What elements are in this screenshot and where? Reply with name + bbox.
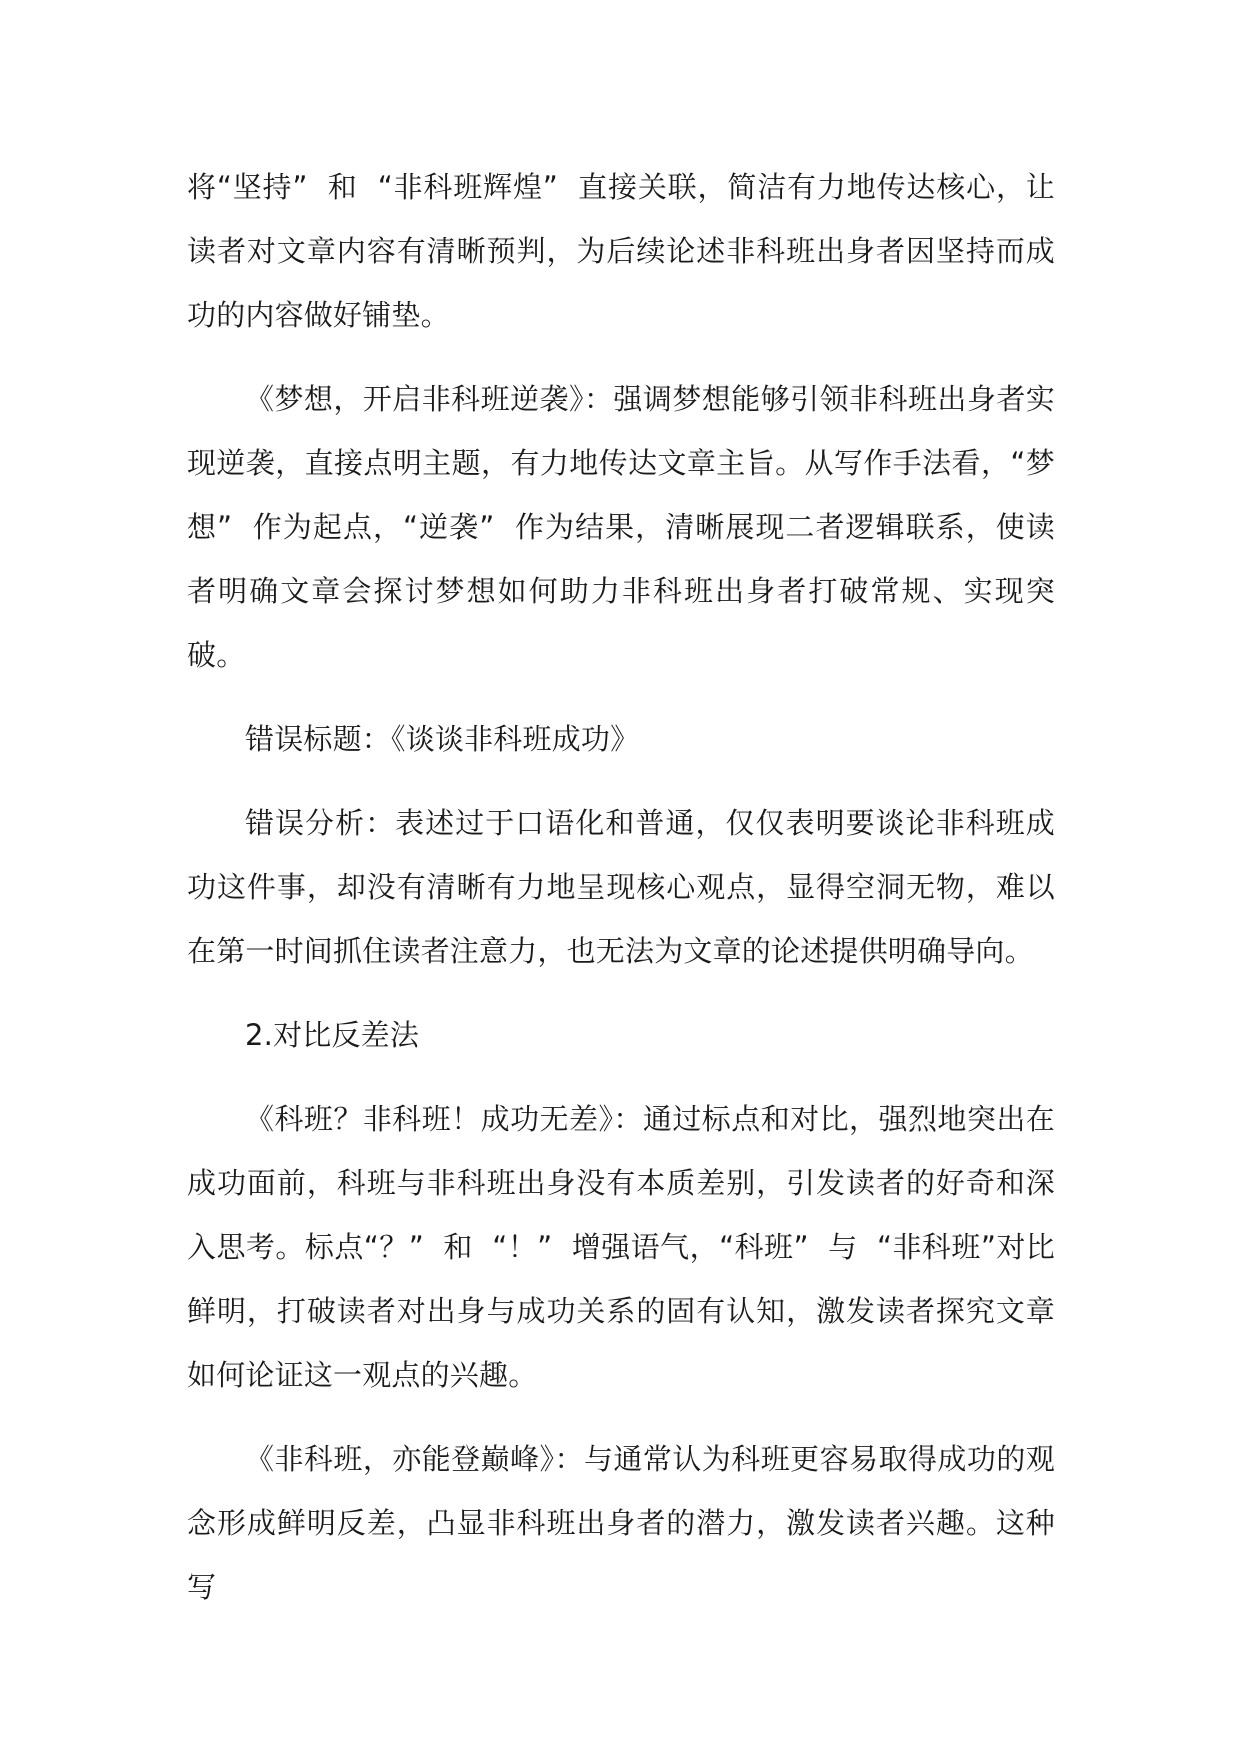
paragraph-keban-title: 《科班？非科班！成功无差》：通过标点和对比，强烈地突出在成功面前，科班与非科班出身没有本质差别，引发读者的好奇和深入思考。标点“？” 和 “！” 增强语气，“科班” 与 “非科班”对比鲜明，打破读者对出身与成功关系的固有认知，激发读者探究文章如何论证这一观点的兴趣。 — [187, 1102, 1056, 1392]
paragraph-wrong-title: 错误标题：《谈谈非科班成功》 — [245, 722, 640, 756]
paragraph-dream-title: 《梦想，开启非科班逆袭》：强调梦想能够引领非科班出身者实现逆袭，直接点明主题，有力地传达文章主旨。从写作手法看，“梦想” 作为起点，“逆袭” 作为结果，清晰展现二者逻辑联系，使读者明确文章会探讨梦想如何助力非科班出身者打破常规、实现突破。 — [187, 382, 1055, 672]
paragraph-peak-title: 《非科班，亦能登巅峰》：与通常认为科班更容易取得成功的观念形成鲜明反差，凸显非科班出身者的潜力，激发读者兴趣。这种写 — [187, 1442, 1055, 1604]
document-body — [187, 155, 1055, 1639]
section-heading-contrast: 2.对比反差法 — [245, 1018, 420, 1052]
paragraph-wrong-analysis: 错误分析：表述过于口语化和普通，仅仅表明要谈论非科班成功这件事，却没有清晰有力地呈现核心观点，显得空洞无物，难以在第一时间抓住读者注意力，也无法为文章的论述提供明确导向。 — [187, 806, 1055, 968]
paragraph-continuation: 将“坚持” 和 “非科班辉煌” 直接关联，简洁有力地传达核心，让读者对文章内容有清晰预判，为后续论述非科班出身者因坚持而成功的内容做好铺垫。 — [187, 170, 1055, 332]
